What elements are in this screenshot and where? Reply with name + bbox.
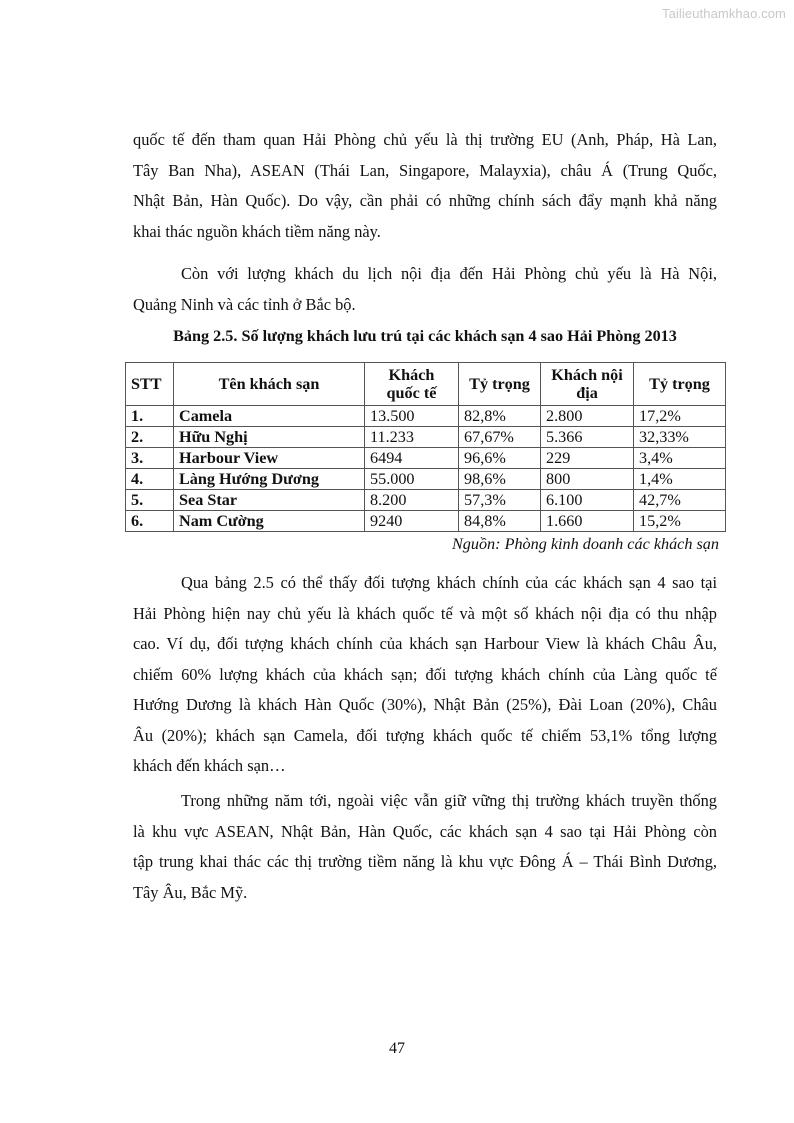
text-line: quốc tế đến tham quan Hải Phòng chủ yếu là thị trường EU (Anh, Pháp, Hà Lan,: [133, 130, 717, 149]
watermark: Tailieuthamkhao.com: [661, 6, 786, 21]
cell-stt: 4.: [126, 469, 174, 490]
cell-international-guests: 13.500: [365, 406, 459, 427]
table-source: Nguồn: Phòng kinh doanh các khách sạn: [451, 535, 719, 553]
page-number: 47: [389, 1040, 405, 1057]
cell-international-share: 82,8%: [459, 406, 541, 427]
header-international-guests: Khách quốc tế: [365, 363, 459, 406]
table-header-row: [126, 363, 726, 406]
text-line: chiếm 60% lượng khách của khách sạn; đối tượng khách chính của Làng quốc tế: [133, 664, 717, 684]
cell-international-guests: 8.200: [365, 490, 459, 511]
table-row: [126, 406, 726, 427]
text-line: khai thác nguồn khách tiềm năng này.: [133, 221, 381, 241]
cell-domestic-share: 42,7%: [634, 490, 726, 511]
paragraph-international-markets: [133, 125, 717, 247]
header-stt: STT: [126, 363, 174, 406]
header-hotel-name: Tên khách sạn: [174, 363, 365, 406]
cell-hotel-name: Sea Star: [174, 490, 365, 511]
table-row: [126, 427, 726, 448]
cell-domestic-share: 15,2%: [634, 511, 726, 532]
text-line: Tây Âu, Bắc Mỹ.: [133, 882, 248, 902]
cell-stt: 2.: [126, 427, 174, 448]
text-line: là khu vực ASEAN, Nhật Bản, Hàn Quốc, các khách sạn 4 sao tại Hải Phòng còn: [133, 821, 717, 841]
cell-domestic-guests: 229: [541, 448, 634, 469]
hotel-guests-table: [125, 362, 726, 532]
cell-domestic-share: 1,4%: [634, 469, 726, 490]
text-line: Âu (20%); khách sạn Camela, đối tượng khách quốc tế chiếm 53,1% tổng lượng: [133, 725, 717, 745]
cell-hotel-name: Làng Hướng Dương: [174, 469, 365, 490]
paragraph-analysis: [133, 568, 717, 782]
text-line: Hướng Dương là khách Hàn Quốc (30%), Nhật Bản (25%), Đài Loan (20%), Châu: [133, 695, 717, 714]
cell-stt: 3.: [126, 448, 174, 469]
paragraph-domestic-markets: [133, 259, 717, 320]
text-line: Nhật Bản, Hàn Quốc). Do vậy, cần phải có những chính sách đẩy mạnh khả năng: [133, 191, 717, 210]
cell-hotel-name: Harbour View: [174, 448, 365, 469]
text-line: Trong những năm tới, ngoài việc vẫn giữ vững thị trường khách truyền thống: [181, 791, 717, 810]
table-caption: Bảng 2.5. Số lượng khách lưu trú tại các khách sạn 4 sao Hải Phòng 2013: [173, 327, 677, 345]
cell-international-share: 84,8%: [459, 511, 541, 532]
paragraph-future-markets: [133, 786, 717, 908]
cell-hotel-name: Hữu Nghị: [174, 427, 365, 448]
cell-international-share: 67,67%: [459, 427, 541, 448]
text-line: Tây Ban Nha), ASEAN (Thái Lan, Singapore, Malayxia), châu Á (Trung Quốc,: [133, 160, 717, 180]
cell-domestic-guests: 1.660: [541, 511, 634, 532]
text-line: Hải Phòng hiện nay chủ yếu là khách quốc tế và một số khách nội địa có thu nhập: [133, 603, 717, 623]
header-domestic-guests: Khách nội địa: [541, 363, 634, 406]
cell-domestic-share: 17,2%: [634, 406, 726, 427]
cell-domestic-share: 32,33%: [634, 427, 726, 448]
text-line: tập trung khai thác các thị trường tiềm năng là khu vực Đông Á – Thái Bình Dương,: [133, 852, 717, 871]
cell-international-guests: 11.233: [365, 427, 459, 448]
cell-domestic-guests: 800: [541, 469, 634, 490]
text-line: cao. Ví dụ, đối tượng khách chính của khách sạn Harbour View là khách Châu Âu,: [133, 634, 717, 653]
cell-international-guests: 55.000: [365, 469, 459, 490]
cell-international-share: 57,3%: [459, 490, 541, 511]
cell-stt: 1.: [126, 406, 174, 427]
table-row: [126, 469, 726, 490]
cell-stt: 6.: [126, 511, 174, 532]
text-line: Quảng Ninh và các tỉnh ở Bắc bộ.: [133, 294, 356, 314]
header-domestic-share: Tỷ trọng: [634, 363, 726, 406]
cell-stt: 5.: [126, 490, 174, 511]
cell-domestic-guests: 5.366: [541, 427, 634, 448]
cell-domestic-guests: 6.100: [541, 490, 634, 511]
cell-international-guests: 6494: [365, 448, 459, 469]
text-line: Còn với lượng khách du lịch nội địa đến Hải Phòng chủ yếu là Hà Nội,: [181, 264, 717, 283]
table-row: [126, 490, 726, 511]
cell-international-share: 98,6%: [459, 469, 541, 490]
table-row: [126, 511, 726, 532]
text-line: khách đến khách sạn…: [133, 756, 286, 775]
table-row: [126, 448, 726, 469]
cell-international-guests: 9240: [365, 511, 459, 532]
cell-hotel-name: Nam Cường: [174, 511, 365, 532]
cell-domestic-share: 3,4%: [634, 448, 726, 469]
header-international-share: Tỷ trọng: [459, 363, 541, 406]
cell-domestic-guests: 2.800: [541, 406, 634, 427]
cell-hotel-name: Camela: [174, 406, 365, 427]
cell-international-share: 96,6%: [459, 448, 541, 469]
text-line: Qua bảng 2.5 có thể thấy đối tượng khách chính của các khách sạn 4 sao tại: [181, 573, 717, 592]
